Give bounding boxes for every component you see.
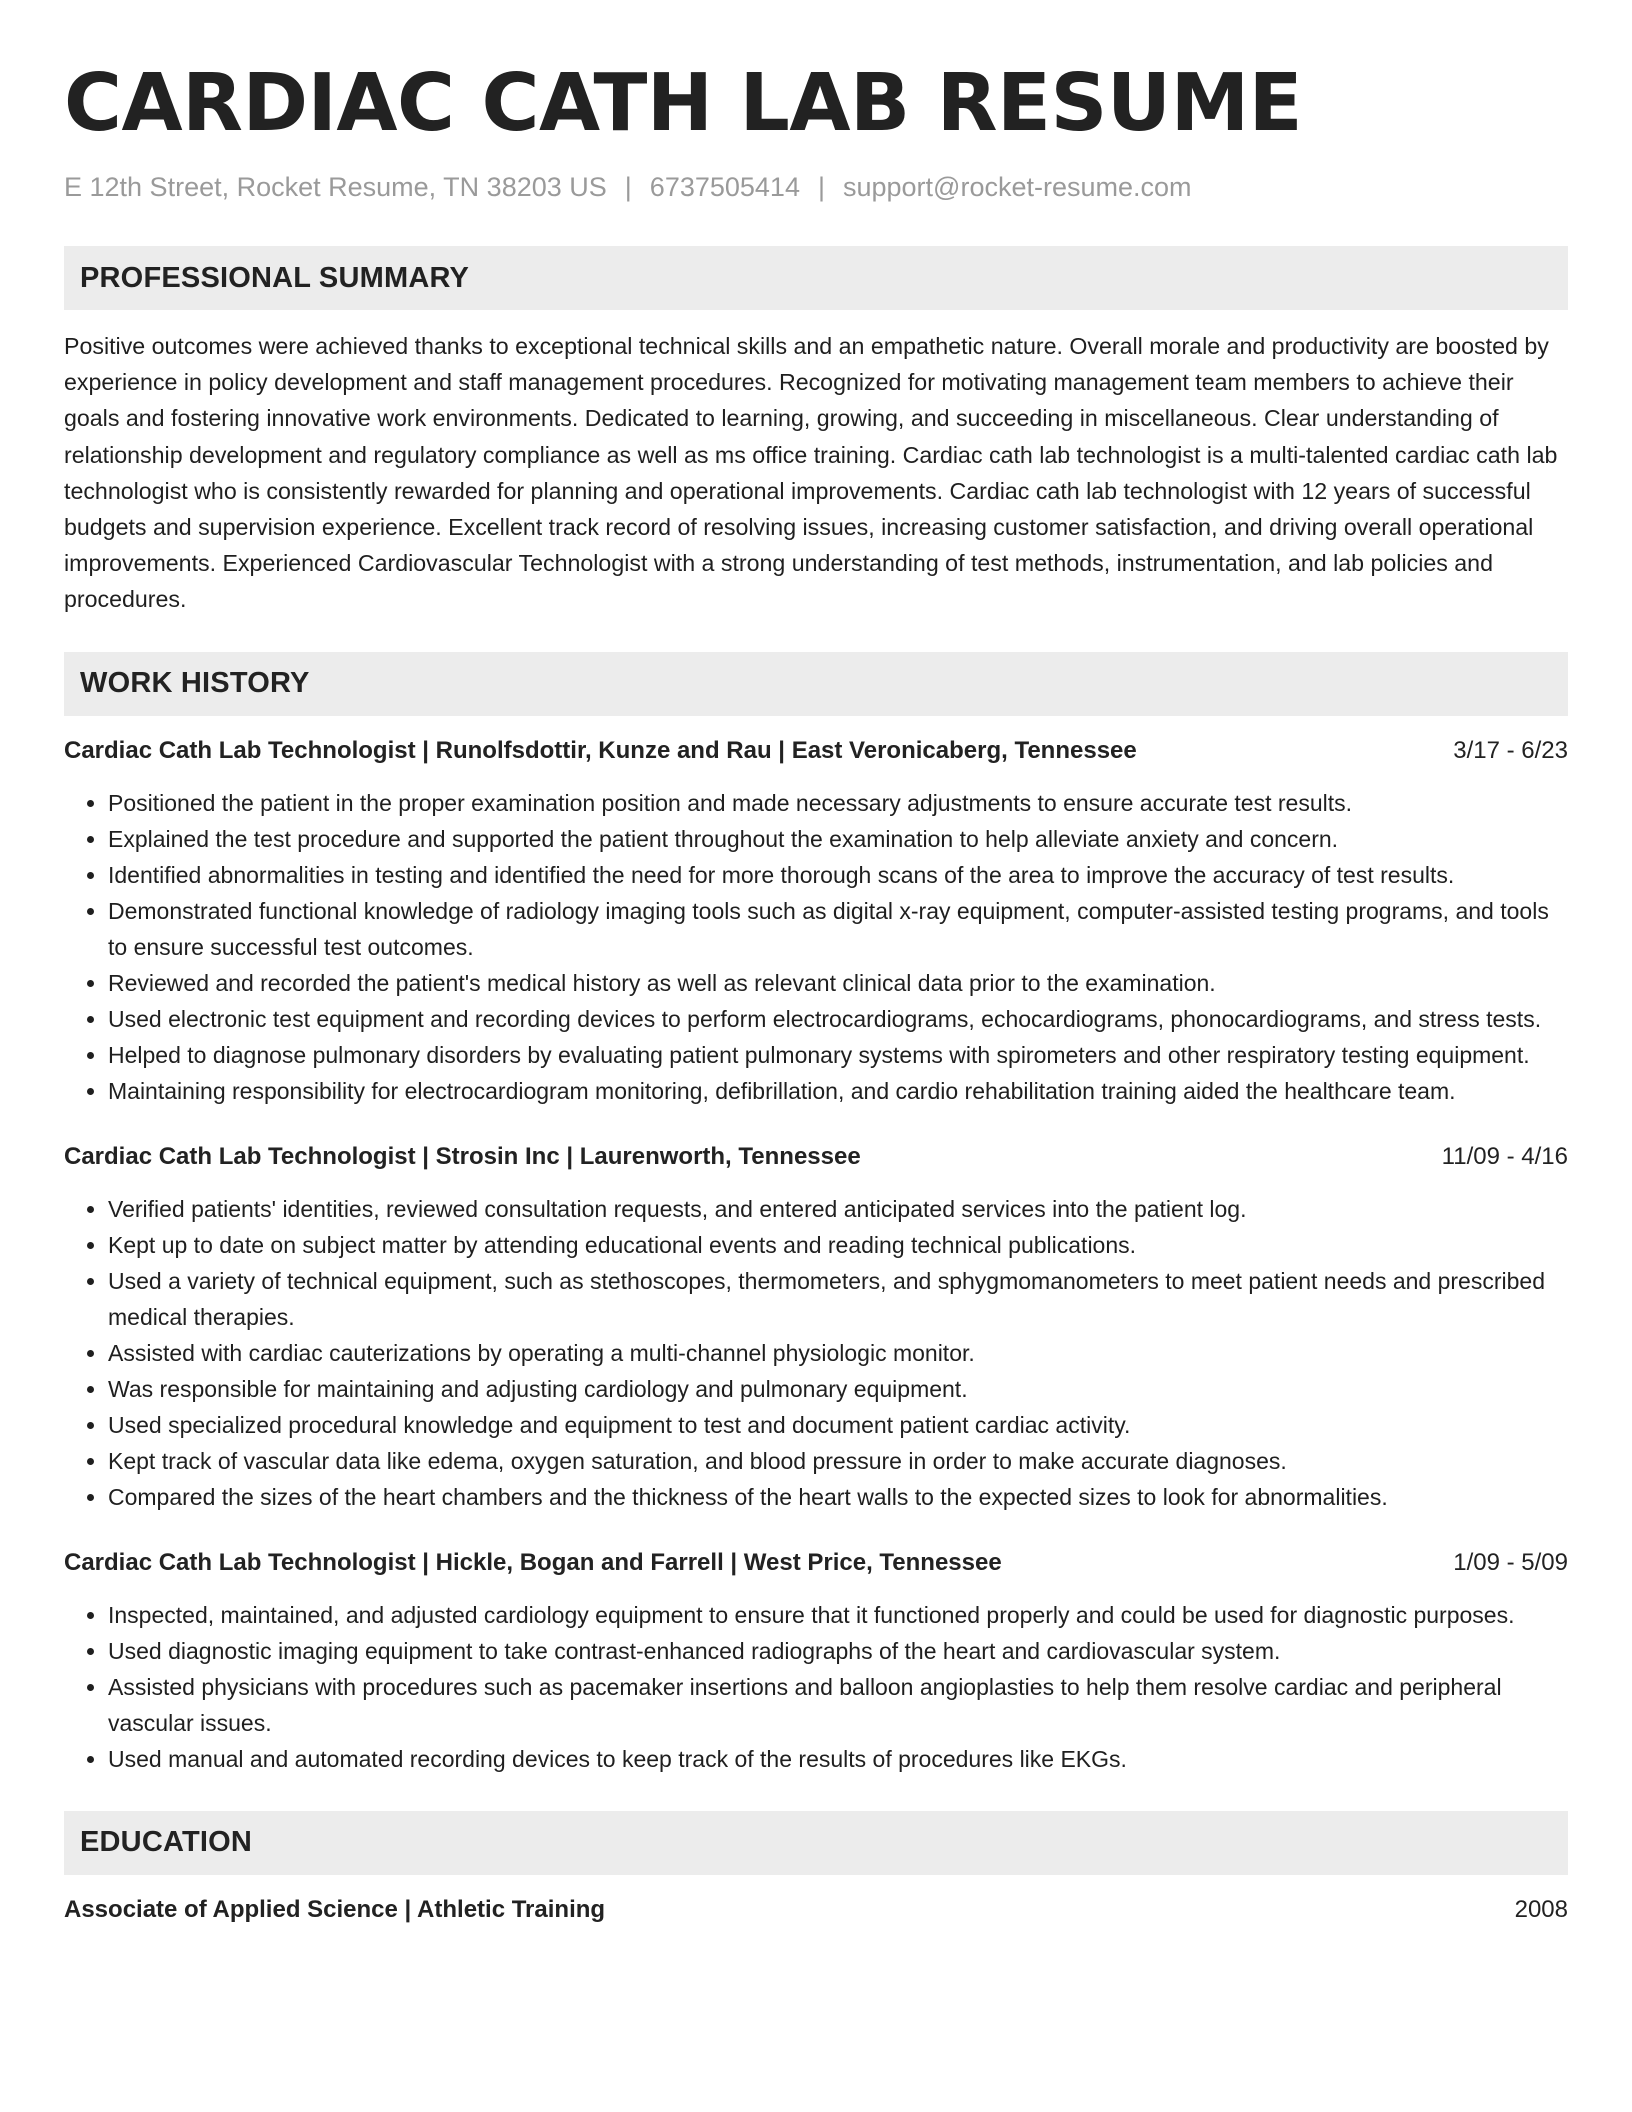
job-dates: 11/09 - 4/16 [1441,1142,1568,1170]
contact-address: E 12th Street, Rocket Resume, TN 38203 US [64,172,607,202]
job-bullet: • Used a variety of technical equipment, such as stethoscopes, thermometers, and sphygmomanometers to meet patient needs and prescribed medical therapies. [108,1263,1568,1335]
job-bullet-list [64,1597,1568,1777]
job-bullet: • Positioned the patient in the proper examination position and made necessary adjustments to ensure accurate test results. [108,785,1568,821]
job-title: Cardiac Cath Lab Technologist | Strosin Inc | Laurenworth, Tennessee [64,1142,861,1170]
contact-separator: | [624,172,632,202]
job-bullet: • Kept track of vascular data like edema, oxygen saturation, and blood pressure in order to make accurate diagnoses. [108,1443,1568,1479]
job-header [64,734,1568,768]
job-entry [64,1546,1568,1777]
education-degree: Associate of Applied Science | Athletic Training [64,1895,606,1923]
job-bullet: • Demonstrated functional knowledge of radiology imaging tools such as digital x-ray equipment, computer-assisted testing programs, and tools to ensure successful test outcomes. [108,893,1568,965]
job-bullet: • Used electronic test equipment and recording devices to perform electrocardiograms, echocardiograms, phonocardiograms, and stress tests. [108,1001,1568,1037]
job-bullet: • Assisted with cardiac cauterizations by operating a multi-channel physiologic monitor. [108,1335,1568,1371]
job-header [64,1546,1568,1580]
job-bullet: • Was responsible for maintaining and adjusting cardiology and pulmonary equipment. [108,1371,1568,1407]
job-header [64,1140,1568,1174]
contact-separator: | [817,172,825,202]
job-dates: 3/17 - 6/23 [1453,736,1568,764]
contact-email: support@rocket-resume.com [842,172,1192,202]
job-bullet: • Inspected, maintained, and adjusted cardiology equipment to ensure that it functioned properly and could be used for diagnostic purposes. [108,1597,1568,1633]
resume-title: CARDIAC CATH LAB RESUME [64,57,1303,149]
job-entry [64,734,1568,1109]
work-history-list [64,734,1568,1777]
job-bullet: • Used diagnostic imaging equipment to take contrast-enhanced radiographs of the heart and cardiovascular system. [108,1633,1568,1669]
section-header-summary: PROFESSIONAL SUMMARY [64,246,1568,310]
job-bullet: • Helped to diagnose pulmonary disorders by evaluating patient pulmonary systems with spirometers and other respiratory testing equipment. [108,1037,1568,1073]
job-bullet: • Reviewed and recorded the patient's medical history as well as relevant clinical data prior to the examination. [108,965,1568,1001]
contact-line [64,168,1568,206]
summary-text: Positive outcomes were achieved thanks to exceptional technical skills and an empathetic nature. Overall morale and productivity are boosted by experience in policy development and staff management procedures. Recognized for motivating management team members to achieve their goals and fostering innovative work environments. Dedicated to learning, growing, and succeeding in miscellaneous. Clear understanding of relationship development and regulatory compliance as well as ms office training. Cardiac cath lab technologist is a multi-talented cardiac cath lab technologist who is consistently rewarded for planning and operational improvements. Cardiac cath lab technologist with 12 years of successful budgets and supervision experience. Excellent track record of resolving issues, increasing customer satisfaction, and driving overall operational improvements. Experienced Cardiovascular Technologist with a strong understanding of test methods, instrumentation, and lab policies and procedures. [64,333,1558,613]
section-header-education: EDUCATION [64,1811,1568,1875]
job-bullet: • Maintaining responsibility for electrocardiogram monitoring, defibrillation, and cardio rehabilitation training aided the healthcare team. [108,1073,1568,1109]
job-title: Cardiac Cath Lab Technologist | Hickle, Bogan and Farrell | West Price, Tennessee [64,1548,1002,1576]
job-dates: 1/09 - 5/09 [1453,1548,1568,1576]
job-title: Cardiac Cath Lab Technologist | Runolfsdottir, Kunze and Rau | East Veronicaberg, Tennessee [64,736,1137,764]
job-bullet: • Verified patients' identities, reviewed consultation requests, and entered anticipated services into the patient log. [108,1191,1568,1227]
section-header-work-history: WORK HISTORY [64,652,1568,716]
job-bullet: • Used manual and automated recording devices to keep track of the results of procedures like EKGs. [108,1741,1568,1777]
job-bullet-list [64,1191,1568,1515]
job-bullet: • Explained the test procedure and supported the patient throughout the examination to help alleviate anxiety and concern. [108,821,1568,857]
job-entry [64,1140,1568,1515]
job-bullet: • Compared the sizes of the heart chambers and the thickness of the heart walls to the expected sizes to look for abnormalities. [108,1479,1568,1515]
job-bullet: • Identified abnormalities in testing and identified the need for more thorough scans of the area to improve the accuracy of test results. [108,857,1568,893]
contact-phone: 6737505414 [649,172,800,202]
job-bullet: • Kept up to date on subject matter by attending educational events and reading technical publications. [108,1227,1568,1263]
education-year: 2008 [1514,1895,1568,1923]
job-bullet: • Used specialized procedural knowledge and equipment to test and document patient cardiac activity. [108,1407,1568,1443]
job-bullet-list [64,785,1568,1109]
education-entry [64,1893,1568,1927]
job-bullet: • Assisted physicians with procedures such as pacemaker insertions and balloon angioplasties to help them resolve cardiac and peripheral vascular issues. [108,1669,1568,1741]
